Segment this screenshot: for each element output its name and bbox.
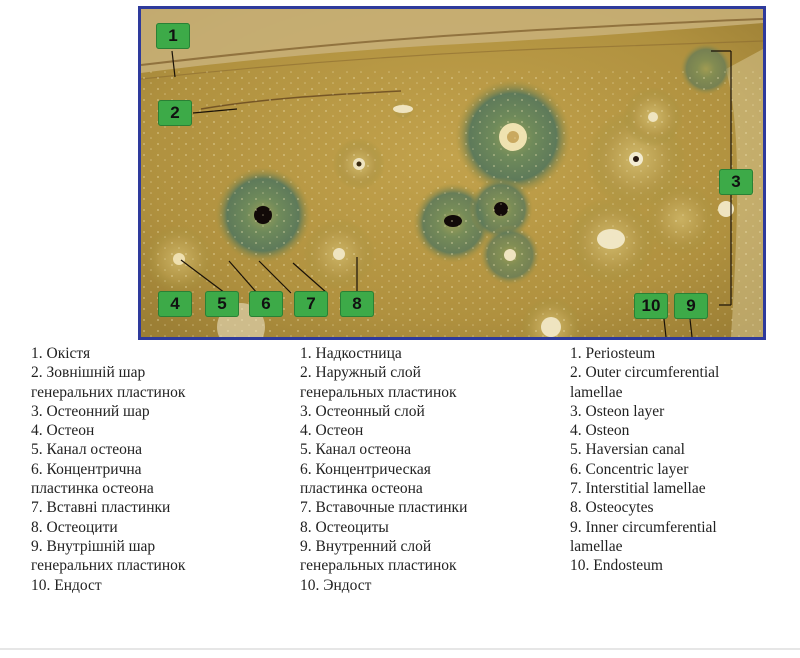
legend-ru-item-2: 2. Наружный слой генеральных пластинок bbox=[300, 364, 457, 401]
legend-english bbox=[570, 344, 800, 576]
legend-ru-item-6: 6. Концентрическая пластинка остеона bbox=[300, 460, 431, 498]
legend-uk-item-3: 3. Остеонний шар bbox=[31, 402, 150, 420]
legend-ukrainian bbox=[31, 344, 271, 595]
legend-ru-item-5: 5. Канал остеона bbox=[300, 441, 412, 459]
callout-7: 7 bbox=[294, 291, 328, 317]
callout-1: 1 bbox=[156, 23, 190, 49]
callout-8: 8 bbox=[340, 291, 374, 317]
callout-2: 2 bbox=[158, 100, 192, 126]
legend-ru-item-8: 8. Остеоциты bbox=[300, 518, 389, 536]
legend-en-item-3: 3. Osteon layer bbox=[570, 402, 665, 420]
legend-uk-item-8: 8. Остеоцити bbox=[31, 518, 118, 536]
legend-en-item-2: 2. Outer circumferential lamellae bbox=[570, 364, 720, 401]
legend-uk-item-5: 5. Канал остеона bbox=[31, 441, 143, 459]
callout-4: 4 bbox=[158, 291, 192, 317]
legend-en-item-1: 1. Periosteum bbox=[570, 345, 656, 362]
legend-uk-item-6: 6. Концентрична пластинка остеона bbox=[31, 460, 154, 498]
legend-ru-item-1: 1. Надкостница bbox=[300, 345, 402, 362]
micrograph-drawing bbox=[141, 9, 763, 337]
legend-russian bbox=[300, 344, 540, 595]
legend-ru-item-10: 10. Эндост bbox=[300, 576, 372, 594]
legend-uk-item-4: 4. Остеон bbox=[31, 422, 95, 440]
callout-3: 3 bbox=[719, 169, 753, 195]
legend-uk-item-2: 2. Зовнішній шар генеральних пластинок bbox=[31, 364, 186, 401]
bottom-divider bbox=[0, 648, 800, 650]
legend-uk-item-1: 1. Окістя bbox=[31, 345, 91, 362]
legend-en-item-5: 5. Haversian canal bbox=[570, 441, 685, 459]
legend-en-item-6: 6. Concentric layer bbox=[570, 460, 689, 478]
legend-ru-item-9: 9. Внутренний слой генеральных пластинок bbox=[300, 537, 457, 575]
callout-10: 10 bbox=[634, 293, 668, 319]
legend-en-item-10: 10. Endosteum bbox=[570, 557, 663, 575]
callout-9: 9 bbox=[674, 293, 708, 319]
callout-5: 5 bbox=[205, 291, 239, 317]
legend-en-item-8: 8. Osteocytes bbox=[570, 499, 654, 517]
legend-ru-item-4: 4. Остеон bbox=[300, 422, 364, 440]
legend-uk-item-10: 10. Ендост bbox=[31, 576, 102, 594]
legend-uk-item-9: 9. Внутрішній шар генеральних пластинок bbox=[31, 537, 186, 575]
legend-en-item-7: 7. Interstitial lamellae bbox=[570, 480, 706, 498]
legend-ru-item-7: 7. Вставочные пластинки bbox=[300, 499, 468, 517]
legend-en-item-4: 4. Osteon bbox=[570, 422, 630, 440]
legend-uk-item-7: 7. Вставні пластинки bbox=[31, 499, 171, 517]
legend-en-item-9: 9. Inner circumferential lamellae bbox=[570, 518, 717, 555]
bone-micrograph bbox=[138, 6, 766, 340]
callout-6: 6 bbox=[249, 291, 283, 317]
legend-ru-item-3: 3. Остеонный слой bbox=[300, 402, 425, 420]
